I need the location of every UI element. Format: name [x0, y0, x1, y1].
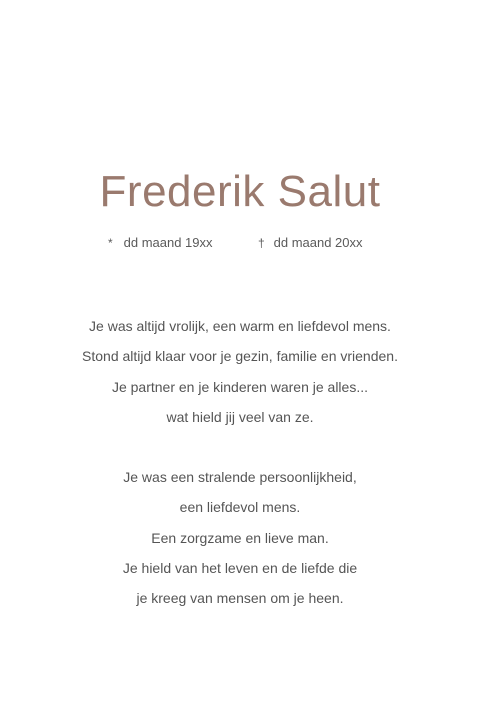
poem-line: Je was altijd vrolijk, een warm en liefdevol mens. — [89, 318, 391, 334]
poem-line: je kreeg van mensen om je heen. — [136, 590, 344, 607]
stanza-spacer — [0, 432, 480, 462]
birth-star-icon: * — [108, 236, 113, 250]
deceased-name: Frederik Salut — [99, 167, 381, 216]
poem-line: een liefdevol mens. — [179, 499, 301, 516]
death-date — [258, 233, 363, 253]
poem-line: wat hield jij veel van ze. — [166, 408, 314, 425]
poem-line: Je hield van het leven en de liefde die — [122, 560, 358, 577]
poem-line: Je was een stralende persoonlijkheid, — [123, 469, 357, 486]
poem-stanza-2 — [0, 462, 480, 613]
poem-line: Stond altijd klaar voor je gezin, familie en vrienden. — [82, 348, 398, 365]
poem-line: Een zorgzame en lieve man. — [151, 529, 329, 546]
death-cross-icon: † — [258, 236, 265, 250]
memorial-poem — [0, 311, 480, 614]
poem-line: Je partner en je kinderen waren je alles... — [111, 378, 369, 395]
birth-date-text: dd maand 19xx — [123, 235, 213, 250]
poem-stanza-1 — [0, 311, 480, 432]
death-date-text: dd maand 20xx — [273, 235, 363, 250]
birth-date — [108, 233, 213, 253]
life-dates — [0, 233, 480, 253]
